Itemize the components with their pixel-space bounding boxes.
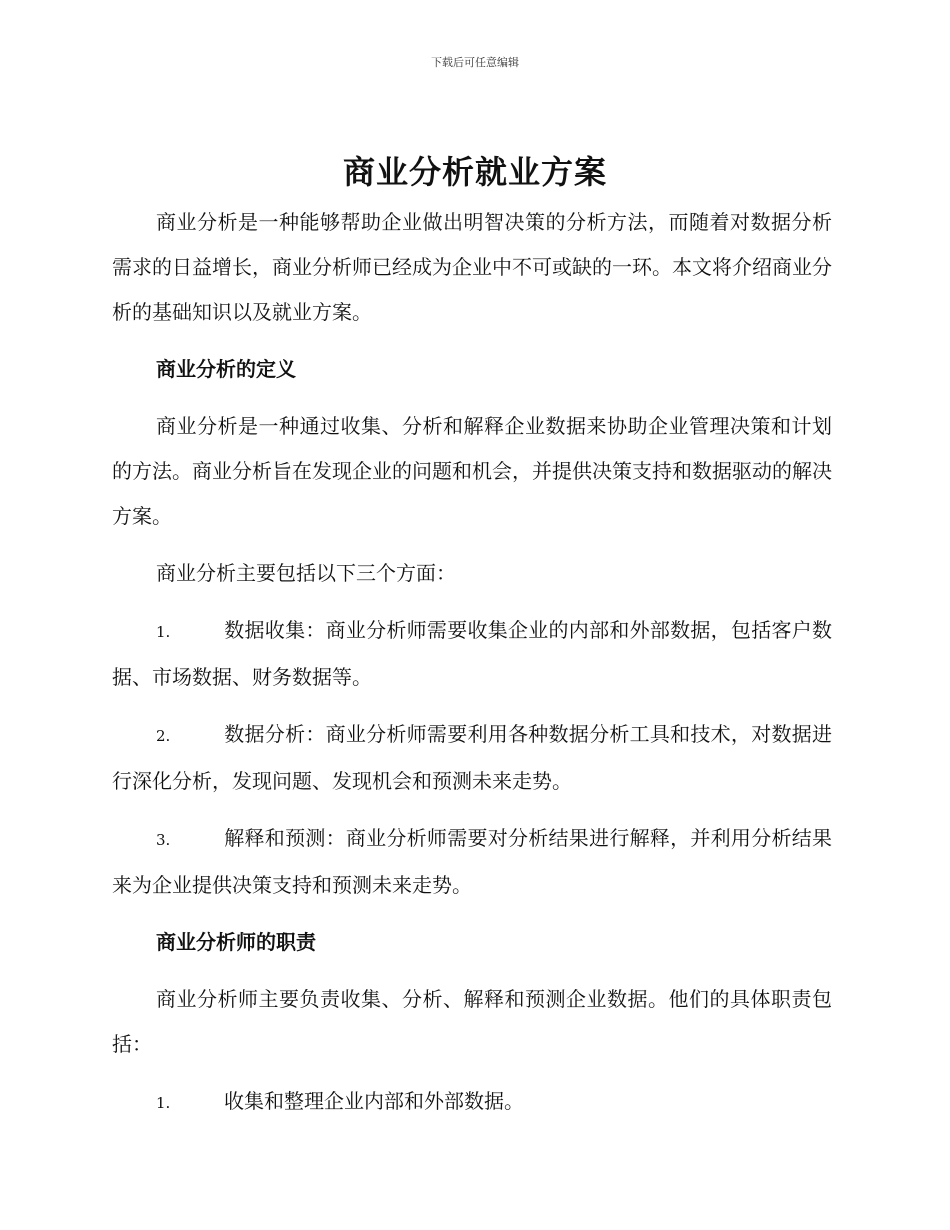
list-item-text: 数据收集：商业分析师需要收集企业的内部和外部数据，包括客户数据、市场数据、财务数据等。	[112, 618, 832, 689]
list-item-text: 收集和整理企业内部和外部数据。	[224, 1089, 524, 1113]
list-item	[112, 816, 832, 908]
list-item-text: 解释和预测：商业分析师需要对分析结果进行解释，并利用分析结果来为企业提供决策支持和预测未来走势。	[112, 826, 832, 897]
list-item-text: 数据分析：商业分析师需要利用各种数据分析工具和技术，对数据进行深化分析，发现问题、发现机会和预测未来走势。	[112, 722, 832, 793]
list-item	[112, 608, 832, 700]
section-heading-definition: 商业分析的定义	[156, 357, 296, 381]
definition-paragraph: 商业分析是一种通过收集、分析和解释企业数据来协助企业管理决策和计划的方法。商业分析旨在发现企业的问题和机会，并提供决策支持和数据驱动的解决方案。	[112, 414, 832, 528]
document-title: 商业分析就业方案	[342, 153, 607, 191]
intro-paragraph: 商业分析是一种能够帮助企业做出明智决策的分析方法，而随着对数据分析需求的日益增长，商业分析师已经成为企业中不可或缺的一环。本文将介绍商业分析的基础知识以及就业方案。	[112, 210, 832, 324]
list-number: 1.	[156, 623, 171, 641]
list-item	[112, 1079, 832, 1126]
header-note: 下载后可任意编辑	[431, 56, 519, 69]
aspects-intro-paragraph: 商业分析主要包括以下三个方面：	[156, 561, 456, 585]
document-body	[112, 200, 832, 1126]
list-number: 2.	[156, 727, 171, 745]
list-item	[112, 712, 832, 804]
list-number: 1.	[156, 1094, 171, 1112]
list-number: 3.	[156, 831, 171, 849]
responsibilities-paragraph: 商业分析师主要负责收集、分析、解释和预测企业数据。他们的具体职责包括：	[112, 987, 832, 1056]
section-heading-responsibilities: 商业分析师的职责	[156, 930, 316, 954]
